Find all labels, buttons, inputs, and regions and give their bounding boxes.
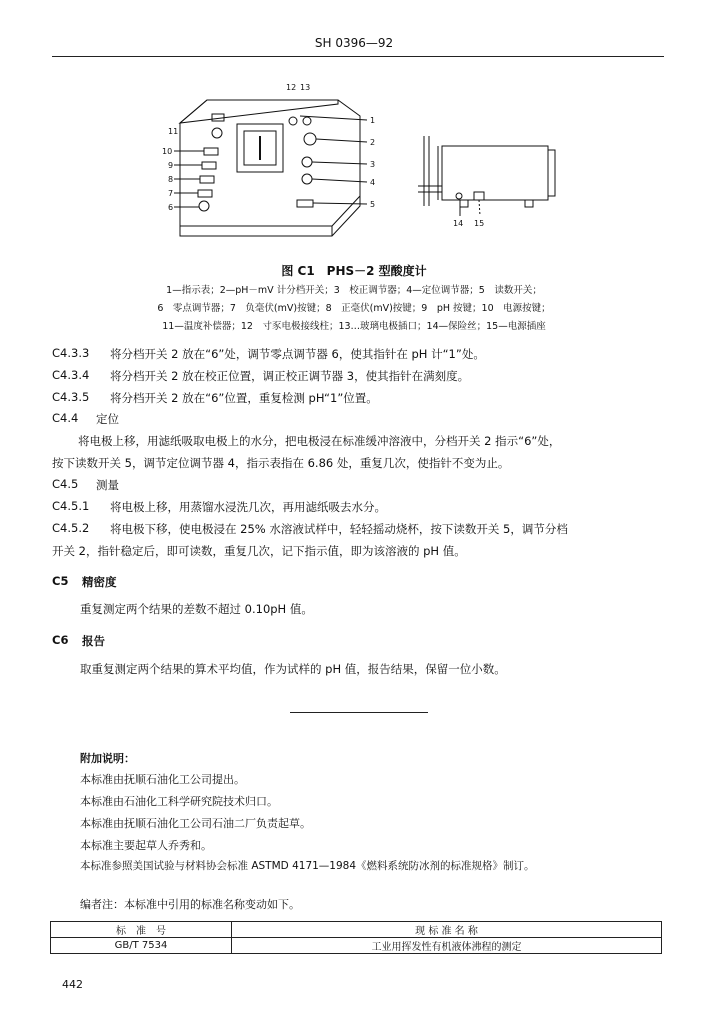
table-header-cell: 标 准 号 xyxy=(51,922,232,938)
section-text: 将分档开关 2 放在“6”处，调节零点调节器 6，使其指针在 pH 计“1”处。 xyxy=(110,347,485,361)
section-text: 按下读数开关 5，调节定位调节器 4，指示表指在 6.86 处，重复几次，使指针不变为止。 xyxy=(52,456,510,470)
fig-label-4: 4 xyxy=(370,178,376,187)
meter-side-view xyxy=(442,146,548,200)
appendix-line: 本标准由抚顺石油化工公司石油二厂负责起草。 xyxy=(80,817,311,830)
table-cell: 工业用挥发性有机液体沸程的测定 xyxy=(232,938,662,954)
fig-label-8: 8 xyxy=(168,175,174,184)
section-text: 定位 xyxy=(96,412,119,426)
figure-legend-line: 11—温度补偿器；12 寸豕电极接线柱；13…玻璃电极插口；14—保险丝；15—电源插座 xyxy=(162,321,546,332)
fig-label-2: 2 xyxy=(370,138,376,147)
fig-label-12: 12 xyxy=(286,83,297,92)
fig-label-9: 9 xyxy=(168,161,174,170)
table-row xyxy=(51,938,662,954)
figure-legend-line: 1—指示表；2—pH－mV 计分档开关；3 校正调节器；4—定位调节器；5 读数开关； xyxy=(166,285,542,296)
fig-label-15: 15 xyxy=(474,219,485,228)
end-separator xyxy=(290,712,428,713)
section-text: 将电极下移，使电极浸在 25% 水溶液试样中，轻轻摇动烧杯，按下读数开关 5，调节分档 xyxy=(110,522,568,536)
fig-label-10: 10 xyxy=(162,147,173,156)
ph-meter-figure xyxy=(140,76,580,256)
appendix-title: 附加说明： xyxy=(80,752,135,765)
c6-text: 取重复测定两个结果的算术平均值，作为试样的 pH 值，报告结果，保留一位小数。 xyxy=(80,662,506,676)
page-number: 442 xyxy=(62,978,83,991)
section-text: 开关 2，指针稳定后，即可读数，重复几次，记下指示值，即为该溶液的 pH 值。 xyxy=(52,544,466,558)
standard-name-table xyxy=(50,921,662,954)
table-cell: GB/T 7534 xyxy=(51,938,232,954)
c5-num: C5 xyxy=(52,574,69,588)
section-text: 将分档开关 2 放在“6”位置，重复检测 pH“1”位置。 xyxy=(110,391,378,405)
fig-label-6: 6 xyxy=(168,203,174,212)
fig-label-1: 1 xyxy=(370,116,376,125)
section-text: 将分档开关 2 放在校正位置，调正校正调节器 3，使其指针在满刻度。 xyxy=(110,369,470,383)
appendix-line: 本标准由抚顺石油化工公司提出。 xyxy=(80,773,245,786)
appendix-line: 本标准由石油化工科学研究院技术归口。 xyxy=(80,795,278,808)
section-num: C4.3.3 xyxy=(52,346,90,360)
meter-body xyxy=(180,100,360,236)
temperature-compensator-knob xyxy=(212,128,222,138)
section-num: C4.5 xyxy=(52,477,79,491)
document-header: SH 0396—92 xyxy=(314,36,394,50)
range-switch-knob xyxy=(304,133,316,145)
c6-title: 报告 xyxy=(82,634,105,648)
table-header-row xyxy=(51,922,662,938)
header-rule xyxy=(52,56,664,57)
appendix-line: 本标准主要起草人乔秀和。 xyxy=(80,839,212,852)
fig-label-14: 14 xyxy=(453,219,464,228)
figure-legend-line: 6 零点调节器；7 负毫伏(mV)按键；8 正毫伏(mV)按键；9 pH 按键；10 电源按键； xyxy=(157,303,551,314)
fig-label-3: 3 xyxy=(370,160,376,169)
table-header-cell: 现 标 准 名 称 xyxy=(232,922,662,938)
fig-label-11: 11 xyxy=(168,127,179,136)
c6-num: C6 xyxy=(52,633,69,647)
fig-label-7: 7 xyxy=(168,189,174,198)
c5-text: 重复测定两个结果的差数不超过 0.10pH 值。 xyxy=(80,602,313,616)
section-text: 测量 xyxy=(96,478,119,492)
fig-label-5: 5 xyxy=(370,200,376,209)
section-num: C4.4 xyxy=(52,411,79,425)
fig-label-13: 13 xyxy=(300,83,311,92)
figure-title: 图 C1 PHS－2 型酸度计 xyxy=(281,264,427,278)
section-num: C4.5.2 xyxy=(52,521,90,535)
c5-title: 精密度 xyxy=(82,575,117,589)
editor-note: 编者注：本标准中引用的标准名称变动如下。 xyxy=(80,898,300,911)
section-num: C4.5.1 xyxy=(52,499,90,513)
section-text: 将电极上移，用蒸馏水浸洗几次，再用滤纸吸去水分。 xyxy=(110,500,386,514)
appendix-line: 本标准参照美国试验与材料协会标准 ASTMD 4171—1984《燃料系统防冰剂的标准规格》制订。 xyxy=(80,860,535,872)
section-text: 将电极上移，用滤纸吸取电极上的水分，把电极浸在标准缓冲溶液中，分档开关 2 指示“6”处， xyxy=(78,434,561,448)
section-num: C4.3.5 xyxy=(52,390,90,404)
section-num: C4.3.4 xyxy=(52,368,90,382)
